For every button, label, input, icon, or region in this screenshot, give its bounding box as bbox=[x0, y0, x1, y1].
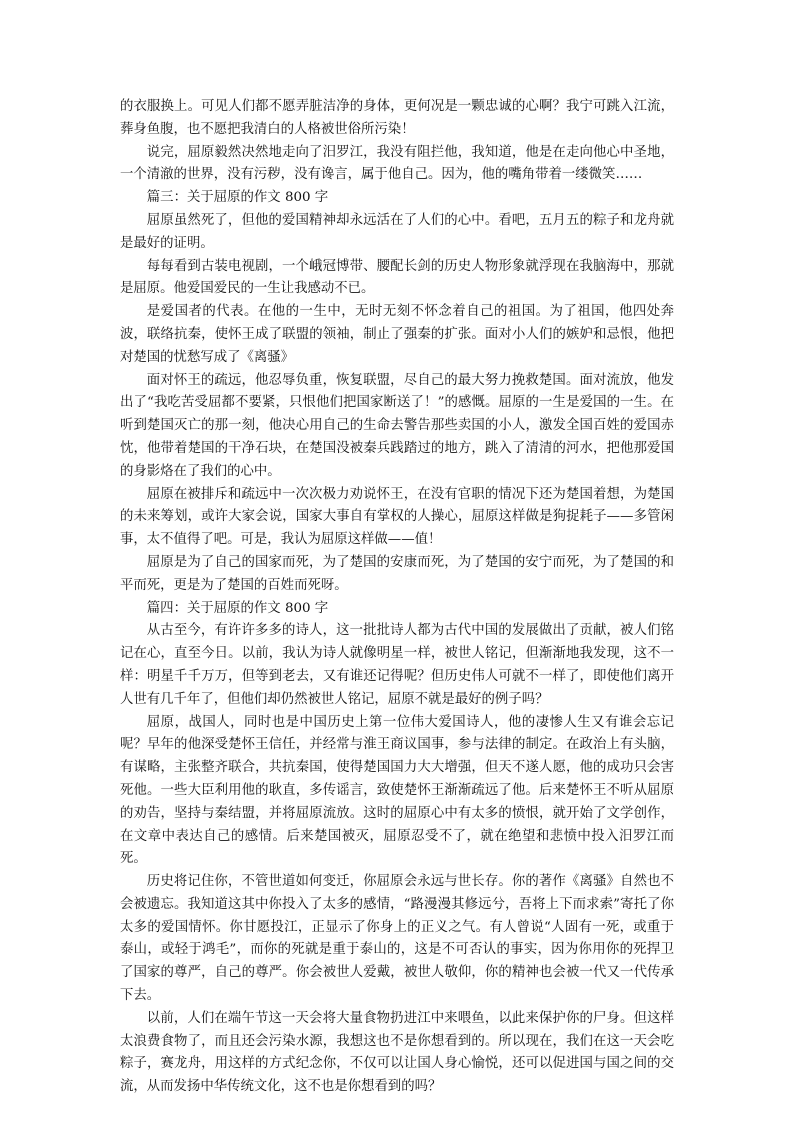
paragraph: 每每看到古装电视剧，一个峨冠博带、腰配长剑的历史人物形象就浮现在我脑海中，那就是屈原。他爱国爱民的一生让我感动不已。 bbox=[120, 258, 674, 297]
paragraph: 面对怀王的疏远，他忍辱负重，恢复联盟，尽自己的最大努力挽救楚国。面对流放，他发出了“我吃苦受屈都不要紧，只恨他们把国家断送了！”的感慨。屈原的一生是爱国的一生。在听到楚国灭亡的那一刻，他决心用自己的生命去警告那些卖国的小人，激发全国百姓的爱国赤忱，他带着楚国的干净石块，在楚国没被秦兵践踏过的地方，跳入了清清的河水，把他那爱国的身影烙在了我们的心中。 bbox=[120, 372, 674, 479]
document-body bbox=[120, 96, 674, 1099]
paragraph: 屈原是为了自己的国家而死，为了楚国的安康而死，为了楚国的安宁而死，为了楚国的和平而死，更是为了楚国的百姓而死呀。 bbox=[120, 554, 674, 593]
paragraph: 说完，屈原毅然决然地走向了汨罗江，我没有阻拦他，我知道，他是在走向他心中圣地，一个清澈的世界，没有污秽，没有谗言，属于他自己。因为，他的嘴角带着一缕微笑…… bbox=[120, 144, 674, 183]
paragraph: 历史将记住你，不管世道如何变迁，你屈原会永远与世长存。你的著作《离骚》自然也不会被遗忘。我知道这其中你投入了太多的感情，“路漫漫其修远兮，吾将上下而求索”寄托了你太多的爱国情怀。你甘愿投江，正显示了你身上的正义之气。有人曾说“人固有一死，或重于泰山，或轻于鸿毛”，而你的死就是重于泰山的，这是不可否认的事实，因为你用你的死捍卫了国家的尊严，自己的尊严。你会被世人爱戴，被世人敬仰，你的精神也会被一代又一代传承下去。 bbox=[120, 874, 674, 1004]
section-heading: 篇三：关于屈原的作文 800 字 bbox=[146, 190, 329, 206]
paragraph: 以前，人们在端午节这一天会将大量食物扔进江中来喂鱼，以此来保护你的尸身。但这样太浪费食物了，而且还会污染水源，我想这也不是你想看到的。所以现在，我们在这一天会吃粽子，赛龙舟，用这样的方式纪念你，不仅可以让国人身心愉悦，还可以促进国与国之间的交流，从而发扬中华传统文化，这不也是你想看到的吗？ bbox=[120, 1010, 674, 1095]
paragraph: 屈原，战国人，同时也是中国历史上第一位伟大爱国诗人，他的凄惨人生又有谁会忘记呢？早年的他深受楚怀王信任，并经常与淮王商议国事，参与法律的制定。在政治上有头脑，有谋略，主张整齐联合，共抗秦国，使得楚国国力大大增强，但天不遂人愿，他的成功只会害死他。一些大臣利用他的耿直，多传谣言，致使楚怀王渐渐疏远了他。后来楚怀王不听从屈原的劝告，坚持与秦结盟，并将屈原流放。这时的屈原心中有太多的愤恨，就开始了文学创作，在文章中表达自己的感情。后来楚国被灭，屈原忍受不了，就在绝望和悲愤中投入汨罗江而死。 bbox=[120, 714, 674, 867]
paragraph: 从古至今，有许许多多的诗人，这一批批诗人都为古代中国的发展做出了贡献，被人们铭记在心，直至今日。以前，我认为诗人就像明星一样，被世人铭记，但渐渐地我发现，这不一样：明星千千万万，但等到老去，又有谁还记得呢？但历史伟人可就不一样了，即使他们离开人世有几千年了，但他们却仍然被世人铭记，屈原不就是最好的例子吗？ bbox=[120, 623, 674, 707]
paragraph: 是爱国者的代表。在他的一生中，无时无刻不怀念着自己的祖国。为了祖国，他四处奔波，联络抗秦，使怀王成了联盟的领袖，制止了强秦的扩张。面对小人们的嫉妒和忌恨，他把对楚国的忧愁写成了《离骚》 bbox=[120, 304, 674, 365]
section-heading: 篇四：关于屈原的作文 800 字 bbox=[146, 600, 329, 616]
paragraph: 屈原在被排斥和疏远中一次次极力劝说怀王，在没有官职的情况下还为楚国着想，为楚国的未来筹划，或许大家会说，国家大事自有掌权的人操心，屈原这样做是狗捉耗子——多管闲事，太不值得了吧。可是，我认为屈原这样做——值！ bbox=[120, 486, 674, 548]
paragraph: 屈原虽然死了，但他的爱国精神却永远活在了人们的心中。看吧，五月五的粽子和龙舟就是最好的证明。 bbox=[120, 212, 674, 251]
paragraph: 的衣服换上。可见人们都不愿弄脏洁净的身体，更何况是一颗忠诚的心啊？我宁可跳入江流，葬身鱼腹，也不愿把我清白的人格被世俗所污染！ bbox=[120, 99, 674, 137]
